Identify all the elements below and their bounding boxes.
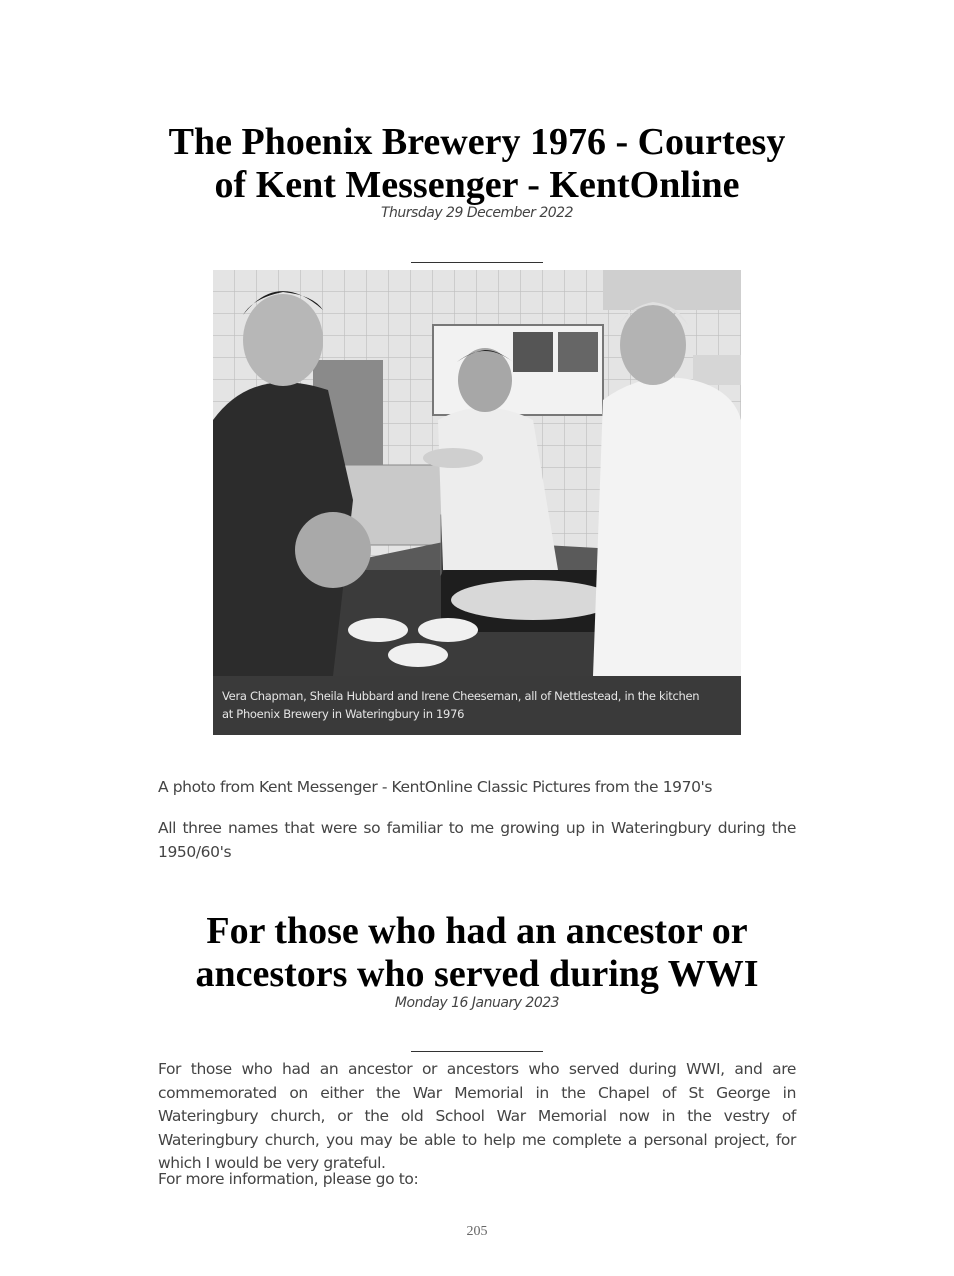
post-date: Monday 16 January 2023 [394, 995, 560, 1011]
page-number: 205 [466, 1224, 488, 1239]
photo-image [213, 270, 741, 676]
photo-caption: Vera Chapman, Sheila Hubbard and Irene Cheeseman, all of Nettlestead, in the kitchen at Phoenix Brewery in Wateringbury in 1976 [222, 689, 700, 721]
post-paragraph: For those who had an ancestor or ancestors who served during WWI, and are commemorated on either the War Memorial in the Chapel of St George in Wateringbury church, or the old School War Memorial now in the vestry of Wateringbury church, you may be able to help me complete a personal project, for which I would be very grateful. [158, 1060, 796, 1172]
post-paragraph: For more information, please go to: [158, 1170, 419, 1188]
photo-caption-bar [213, 676, 741, 735]
post-paragraph: A photo from Kent Messenger - KentOnline Classic Pictures from the 1970's [158, 778, 713, 796]
post-date: Thursday 29 December 2022 [381, 205, 573, 221]
divider [411, 262, 543, 263]
divider [411, 1051, 543, 1052]
kitchen-photo [213, 270, 741, 735]
post-title: The Phoenix Brewery 1976 - Courtesy of Kent Messenger - KentOnline [168, 121, 786, 206]
post-title: For those who had an ancestor or ancestors who served during WWI [195, 910, 759, 995]
post-paragraph: All three names that were so familiar to me growing up in Wateringbury during the 1950/60's [158, 819, 796, 861]
